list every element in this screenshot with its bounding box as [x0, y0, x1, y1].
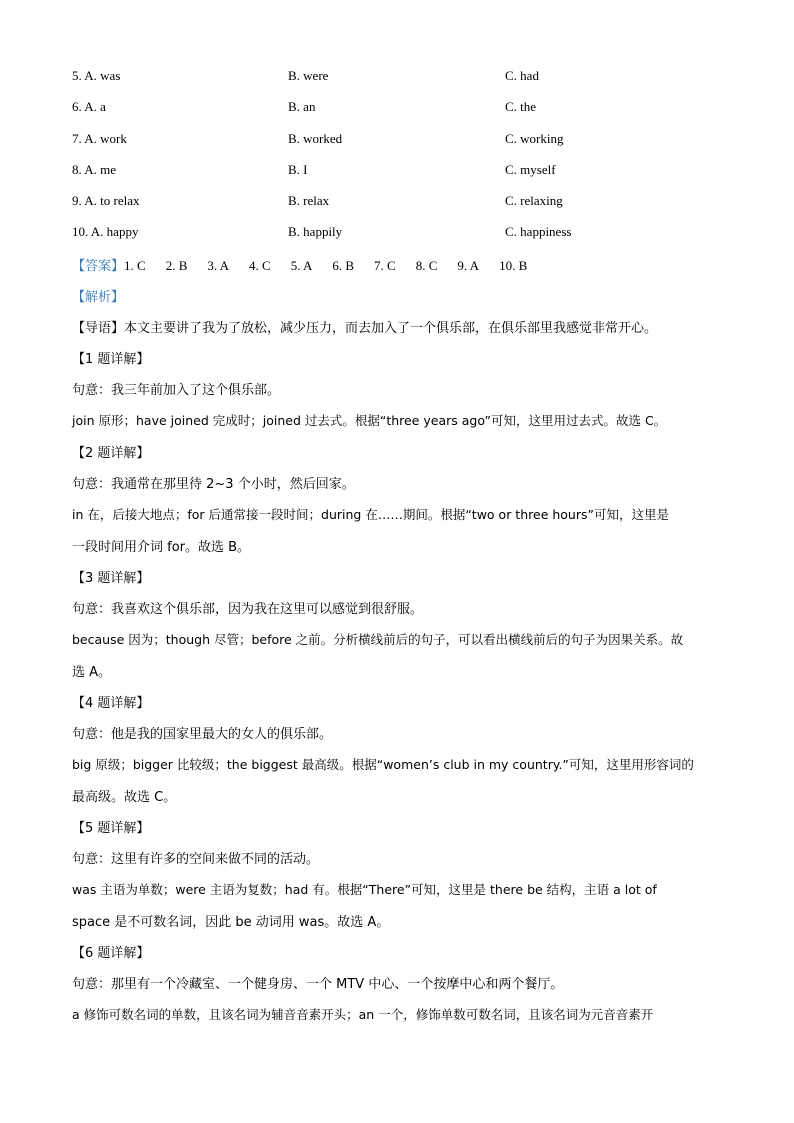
- q4-heading: 【4 题详解】: [72, 696, 150, 711]
- option-b: B. worked: [288, 131, 343, 146]
- q3-heading: 【3 题详解】: [72, 571, 150, 586]
- option-b: B. I: [288, 162, 308, 177]
- answer-item: 4. C: [249, 258, 271, 273]
- answer-item: 2. B: [165, 258, 188, 273]
- q6-explanation: a 修饰可数名词的单数，且该名词为辅音音素开头；an 一个，修饰单数可数名词，且该名词为元音音素开: [72, 1007, 654, 1022]
- answer-item: 1. C: [124, 258, 146, 273]
- option-a: 6. A. a: [72, 99, 106, 114]
- option-b: B. happily: [288, 224, 343, 239]
- option-row-9: [72, 193, 732, 213]
- q4-explanation-cont: 最高级。故选 C。: [72, 790, 177, 805]
- q2-explanation: in 在，后接大地点；for 后通常接一段时间；during 在……期间。根据“two or three hours”可知，这里是: [72, 507, 669, 522]
- answer-item: 9. A: [457, 258, 480, 273]
- answer-key: [72, 255, 547, 274]
- q1-meaning: 句意：我三年前加入了这个俱乐部。: [72, 383, 281, 398]
- q6-heading: 【6 题详解】: [72, 946, 150, 961]
- option-c: C. happiness: [505, 224, 572, 239]
- option-a: 5. A. was: [72, 68, 121, 83]
- q2-heading: 【2 题详解】: [72, 446, 150, 461]
- option-c: C. relaxing: [505, 193, 563, 208]
- option-c: C. the: [505, 99, 537, 114]
- q3-explanation: because 因为；though 尽管；before 之前。分析横线前后的句子，可以看出横线前后的句子为因果关系。故: [72, 632, 684, 647]
- option-row-6: [72, 99, 732, 119]
- q2-explanation-cont: 一段时间用介词 for。故选 B。: [72, 540, 251, 555]
- option-a: 9. A. to relax: [72, 193, 140, 208]
- option-c: C. myself: [505, 162, 556, 177]
- option-c: C. had: [505, 68, 539, 83]
- answer-tag: 【答案】: [72, 258, 125, 273]
- option-b: B. an: [288, 99, 316, 114]
- q1-heading: 【1 题详解】: [72, 352, 150, 367]
- option-b: B. were: [288, 68, 329, 83]
- answer-item: 5. A: [290, 258, 313, 273]
- q3-explanation-cont: 选 A。: [72, 665, 112, 680]
- answer-item: 6. B: [332, 258, 355, 273]
- option-c: C. working: [505, 131, 564, 146]
- intro-line: 【导语】本文主要讲了我为了放松，减少压力，而去加入了一个俱乐部，在俱乐部里我感觉非常开心。: [72, 321, 658, 336]
- answer-item: 3. A: [207, 258, 230, 273]
- q5-heading: 【5 题详解】: [72, 821, 150, 836]
- q6-meaning: 句意：那里有一个冷藏室、一个健身房、一个 MTV 中心、一个按摩中心和两个餐厅。: [72, 977, 564, 992]
- answer-item: 8. C: [415, 258, 438, 273]
- answer-item: 10. B: [499, 258, 528, 273]
- option-row-10: [72, 224, 732, 244]
- q2-meaning: 句意：我通常在那里待 2~3 个小时，然后回家。: [72, 477, 355, 492]
- option-a: 10. A. happy: [72, 224, 139, 239]
- q5-explanation-cont: space 是不可数名词，因此 be 动词用 was。故选 A。: [72, 915, 390, 930]
- q4-meaning: 句意：他是我的国家里最大的女人的俱乐部。: [72, 727, 333, 742]
- option-row-5: [72, 68, 732, 88]
- option-a: 8. A. me: [72, 162, 117, 177]
- q5-meaning: 句意：这里有许多的空间来做不同的活动。: [72, 852, 320, 867]
- analysis-heading: 【解析】: [72, 290, 125, 305]
- q1-explanation: join 原形；have joined 完成时；joined 过去式。根据“three years ago”可知，这里用过去式。故选 C。: [72, 413, 667, 428]
- option-b: B. relax: [288, 193, 330, 208]
- q3-meaning: 句意：我喜欢这个俱乐部，因为我在这里可以感觉到很舒服。: [72, 602, 424, 617]
- q5-explanation: was 主语为单数；were 主语为复数；had 有。根据“There”可知，这里是 there be 结构，主语 a lot of: [72, 882, 657, 897]
- answer-item: 7. C: [374, 258, 396, 273]
- option-row-7: [72, 131, 732, 151]
- q4-explanation: big 原级；bigger 比较级；the biggest 最高级。根据“women’s club in my country.”可知，这里用形容词的: [72, 757, 694, 772]
- option-a: 7. A. work: [72, 131, 127, 146]
- option-row-8: [72, 162, 732, 182]
